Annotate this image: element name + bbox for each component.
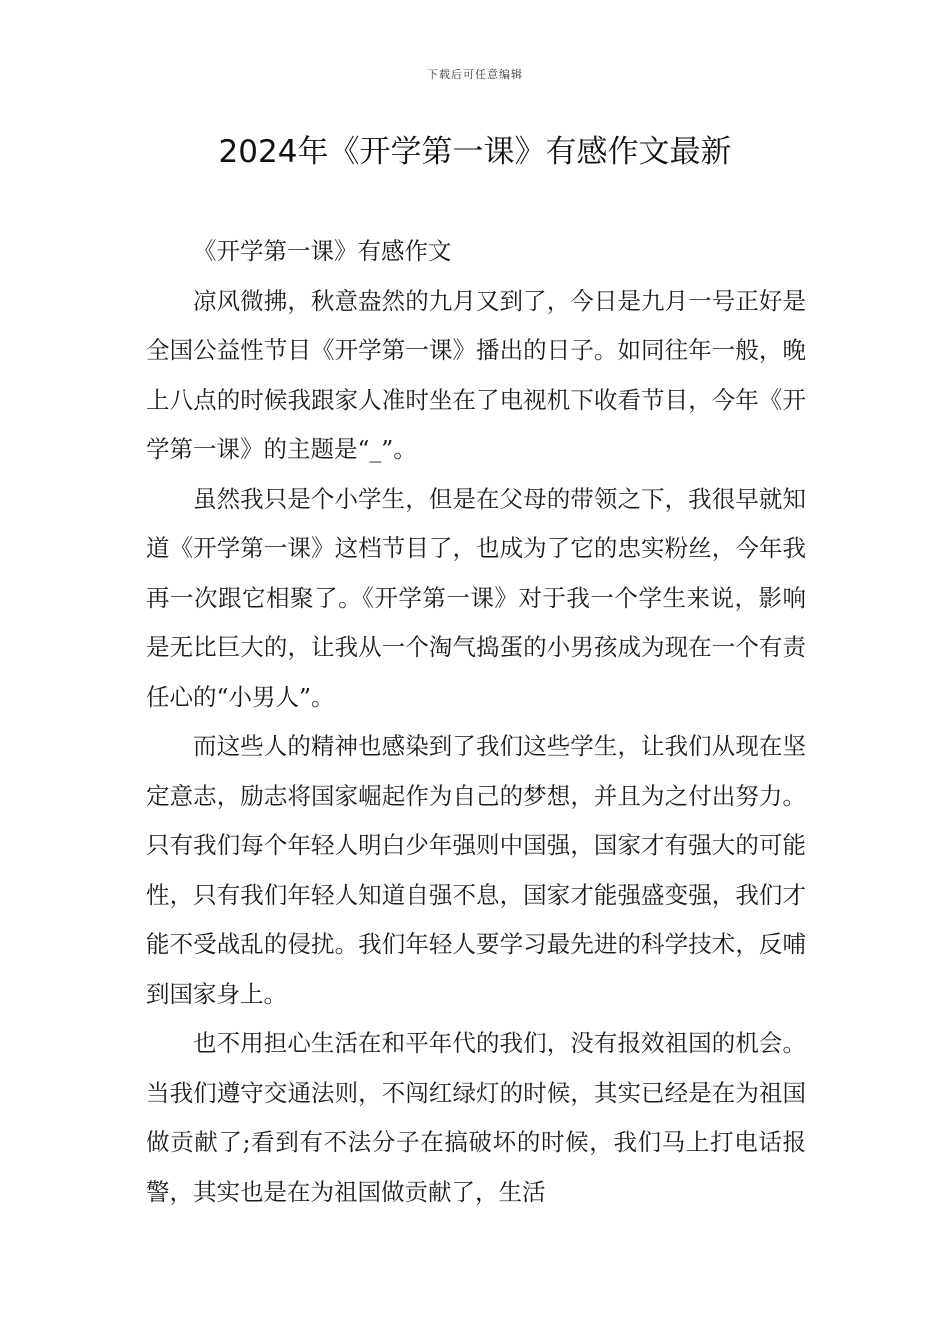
header-note: 下载后可任意编辑 bbox=[427, 68, 523, 81]
paragraph: 而这些人的精神也感染到了我们这些学生，让我们从现在坚定意志，励志将国家崛起作为自己的梦想，并且为之付出努力。只有我们每个年轻人明白少年强则中国强，国家才有强大的可能性，只有我们年轻人知道自强不息，国家才能强盛变强，我们才能不受战乱的侵扰。我们年轻人要学习最先进的科学技术，反哺到国家身上。 bbox=[146, 732, 806, 1008]
paragraph: 凉风微拂，秋意盎然的九月又到了，今日是九月一号正好是全国公益性节目《开学第一课》播出的日子。如同往年一般，晚上八点的时候我跟家人准时坐在了电视机下收看节目，今年《开学第一课》的主题是“_”。 bbox=[146, 286, 806, 463]
paragraph-subtitle: 《开学第一课》有感作文 bbox=[193, 237, 452, 265]
paragraph: 也不用担心生活在和平年代的我们，没有报效祖国的机会。当我们遵守交通法则，不闯红绿灯的时候，其实已经是在为祖国做贡献了;看到有不法分子在搞破坏的时候，我们马上打电话报警，其实也是在为祖国做贡献了，生活 bbox=[146, 1029, 806, 1206]
document-title: 2024年《开学第一课》有感作文最新 bbox=[218, 134, 732, 170]
document-body bbox=[146, 227, 806, 1217]
paragraph: 虽然我只是个小学生，但是在父母的带领之下，我很早就知道《开学第一课》这档节目了，也成为了它的忠实粉丝，今年我再一次跟它相聚了。《开学第一课》对于我一个学生来说，影响是无比巨大的，让我从一个淘气捣蛋的小男孩成为现在一个有责任心的“小男人”。 bbox=[146, 484, 806, 711]
